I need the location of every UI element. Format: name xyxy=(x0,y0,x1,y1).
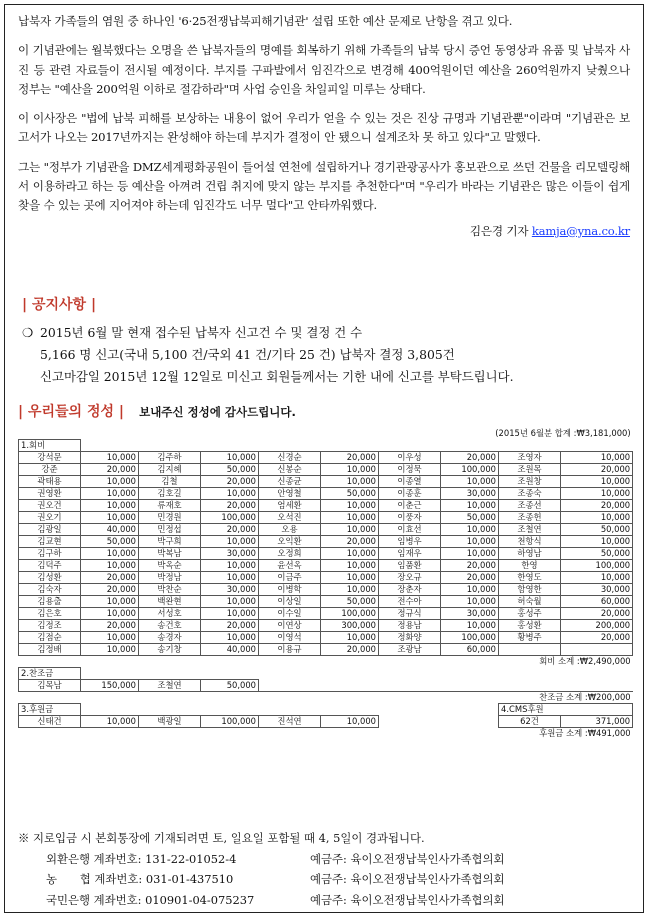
table-row xyxy=(19,452,633,464)
donor-name: 류재호 xyxy=(139,500,201,512)
donor-name: 신종균 xyxy=(259,476,321,488)
donation-amount: 100,000 xyxy=(201,512,259,524)
donation-amount: 20,000 xyxy=(81,584,139,596)
byline-email-link[interactable]: kamja@yna.co.kr xyxy=(531,223,630,238)
donation-amount: 50,000 xyxy=(321,488,379,500)
donation-amount: 10,000 xyxy=(81,644,139,656)
donor-name: 신봉순 xyxy=(259,464,321,476)
donor-name: 오석진 xyxy=(259,512,321,524)
donations-header xyxy=(18,401,296,421)
donation-amount xyxy=(561,644,633,656)
donor-name: 강석문 xyxy=(19,452,81,464)
donations-table-wrap xyxy=(18,428,632,739)
donation-amount: 10,000 xyxy=(321,584,379,596)
donation-amount: 10,000 xyxy=(321,512,379,524)
donation-amount: 20,000 xyxy=(561,632,633,644)
donor-name: 권오기 xyxy=(19,512,81,524)
donation-amount: 100,000 xyxy=(441,632,499,644)
donation-amount: 20,000 xyxy=(561,464,633,476)
donation-amount: 10,000 xyxy=(561,452,633,464)
donor-name: 조영자 xyxy=(499,452,561,464)
donor-name: 이용규 xyxy=(259,644,321,656)
donor-name: 박구희 xyxy=(139,536,201,548)
donation-amount: 10,000 xyxy=(81,632,139,644)
donor-name: 조원목 xyxy=(499,464,561,476)
donor-name: 김정배 xyxy=(19,644,81,656)
donor-name: 조종선 xyxy=(499,500,561,512)
donation-amount: 10,000 xyxy=(81,488,139,500)
table-row xyxy=(19,608,633,620)
donor-name: 권영환 xyxy=(19,488,81,500)
donation-amount: 10,000 xyxy=(441,620,499,632)
donation-amount: 100,000 xyxy=(561,560,633,572)
donor-name: 박옥순 xyxy=(139,560,201,572)
donation-amount: 20,000 xyxy=(201,476,259,488)
notice-block xyxy=(22,322,514,388)
donor-name: 신태건 xyxy=(19,716,81,728)
donor-name: 김숙자 xyxy=(19,584,81,596)
bank-account-line xyxy=(18,869,505,890)
donation-amount: 20,000 xyxy=(321,644,379,656)
donation-amount: 20,000 xyxy=(201,500,259,512)
donor-name: 안영철 xyxy=(259,488,321,500)
article xyxy=(18,12,630,241)
donor-name: 김주하 xyxy=(139,452,201,464)
donor-name: 허숙월 xyxy=(499,596,561,608)
donor-name: 민경원 xyxy=(139,512,201,524)
donation-amount: 50,000 xyxy=(201,464,259,476)
donor-name: 김은호 xyxy=(19,608,81,620)
donor-name: 이풍자 xyxy=(379,512,441,524)
donation-amount: 30,000 xyxy=(201,584,259,596)
donor-name: 조원창 xyxy=(499,476,561,488)
donor-name: 이상일 xyxy=(259,596,321,608)
donation-amount: 50,000 xyxy=(81,536,139,548)
donation-amount: 100,000 xyxy=(441,464,499,476)
donation-amount: 10,000 xyxy=(321,548,379,560)
donation-amount: 60,000 xyxy=(561,596,633,608)
donation-amount: 10,000 xyxy=(81,596,139,608)
section-label: 4.CMS후원 xyxy=(499,704,633,716)
donor-name: 김성환 xyxy=(19,572,81,584)
subtotal-label: 회비 소계 :₩2,490,000 xyxy=(539,656,631,666)
donor-name: 천항식 xyxy=(499,536,561,548)
donor-name: 장춘자 xyxy=(379,584,441,596)
donation-amount: 30,000 xyxy=(201,548,259,560)
section-label: 1.회비 xyxy=(19,440,81,452)
donation-amount: 20,000 xyxy=(81,620,139,632)
donation-amount: 100,000 xyxy=(201,716,259,728)
donations-table xyxy=(18,428,633,739)
donor-name: 박복남 xyxy=(139,548,201,560)
donation-amount: 20,000 xyxy=(441,572,499,584)
donation-amount: 10,000 xyxy=(561,476,633,488)
donation-amount: 10,000 xyxy=(441,476,499,488)
table-row xyxy=(19,512,633,524)
donor-name: 윤선옥 xyxy=(259,560,321,572)
donor-name: 정규식 xyxy=(379,608,441,620)
article-paragraph: 납북자 가족들의 염원 중 하나인 '6·25전쟁납북피해기념관' 설립 또한 예산 문제로 난항을 겪고 있다. xyxy=(18,14,513,28)
footer xyxy=(18,828,505,910)
donor-name: 오익환 xyxy=(259,536,321,548)
account-holder: 예금주: 육이오전쟁납북인사가족협의회 xyxy=(310,872,505,886)
notice-title: | 공지사항 | xyxy=(22,297,97,313)
donation-amount: 10,000 xyxy=(321,632,379,644)
donor-name: 김철 xyxy=(139,476,201,488)
donor-name: 이우성 xyxy=(379,452,441,464)
total-label: (2015년 6월분 합계 :₩3,181,000) xyxy=(495,428,631,438)
byline-author: 김은경 기자 xyxy=(469,223,529,238)
donation-amount: 10,000 xyxy=(321,464,379,476)
cms-amount: 371,000 xyxy=(561,716,633,728)
donor-name: 김호길 xyxy=(139,488,201,500)
account-holder: 예금주: 육이오전쟁납북인사가족협의회 xyxy=(310,851,505,866)
donor-name: 이정묵 xyxy=(379,464,441,476)
bank-account-number: 국민은행 계좌번호: 010901-04-075237 xyxy=(46,892,255,907)
donor-name: 김목남 xyxy=(19,680,81,692)
subtotal-label: 후원금 소계 :₩491,000 xyxy=(539,728,631,738)
donation-amount: 10,000 xyxy=(201,560,259,572)
donation-amount: 150,000 xyxy=(81,680,139,692)
section-label: 3.후원금 xyxy=(19,704,81,716)
donor-name: 홍성주 xyxy=(499,608,561,620)
donor-name: 조철연 xyxy=(499,524,561,536)
bank-account-line xyxy=(18,849,505,870)
donation-amount: 10,000 xyxy=(321,716,379,728)
circle-bullet-icon: ❍ xyxy=(22,325,34,340)
donor-name: 전수아 xyxy=(379,596,441,608)
giro-note: ※ 지로입금 시 본회통장에 기재되려면 토, 일요일 포함될 때 4, 5일이 경과됩니다. xyxy=(18,831,425,845)
donation-amount: 20,000 xyxy=(81,572,139,584)
donor-name: 정용남 xyxy=(379,620,441,632)
donation-amount: 50,000 xyxy=(561,548,633,560)
donations-title: | 우리들의 정성 | xyxy=(18,404,124,420)
bank-account-number: 외환은행 계좌번호: 131-22-01052-4 xyxy=(46,851,237,866)
donation-amount: 10,000 xyxy=(201,536,259,548)
article-paragraph: 이 이사장은 "법에 납북 피해를 보상하는 내용이 없어 우리가 얻을 수 있는 것은 진상 규명과 기념관뿐"이라며 "기념관은 보고서가 나오는 2017년까지는 완성해야 하는데 부지가 결정이 안 됐으니 설계조차 못 하고 있다"고 말했다. xyxy=(18,111,630,145)
donation-amount: 30,000 xyxy=(441,488,499,500)
donation-amount: 10,000 xyxy=(561,572,633,584)
donor-name: 박정남 xyxy=(139,572,201,584)
table-row xyxy=(19,644,633,656)
table-row xyxy=(19,488,633,500)
donor-name: 신경순 xyxy=(259,452,321,464)
donation-amount: 30,000 xyxy=(441,608,499,620)
donor-name: 이금주 xyxy=(259,572,321,584)
donation-amount: 30,000 xyxy=(561,584,633,596)
donation-amount: 40,000 xyxy=(201,644,259,656)
donation-amount: 60,000 xyxy=(441,644,499,656)
table-row xyxy=(19,524,633,536)
donation-amount: 20,000 xyxy=(321,536,379,548)
donor-name: 김덕주 xyxy=(19,560,81,572)
table-row xyxy=(19,572,633,584)
donor-name: 조철연 xyxy=(139,680,201,692)
donation-amount: 10,000 xyxy=(441,596,499,608)
donor-name: 임재우 xyxy=(379,548,441,560)
donor-name: 정화양 xyxy=(379,632,441,644)
donation-amount: 10,000 xyxy=(561,512,633,524)
donation-amount: 10,000 xyxy=(81,716,139,728)
donor-name xyxy=(499,644,561,656)
donor-name: 조종숙 xyxy=(499,488,561,500)
donation-amount: 10,000 xyxy=(321,476,379,488)
donor-name: 송기창 xyxy=(139,644,201,656)
donation-amount: 20,000 xyxy=(201,620,259,632)
donor-name: 권오건 xyxy=(19,500,81,512)
donor-name: 이종훈 xyxy=(379,488,441,500)
donation-amount: 40,000 xyxy=(81,524,139,536)
donor-name: 한영도 xyxy=(499,572,561,584)
donor-name: 김교현 xyxy=(19,536,81,548)
donor-name: 이춘근 xyxy=(379,500,441,512)
donor-name: 오용 xyxy=(259,524,321,536)
table-row xyxy=(19,584,633,596)
donor-name: 엄세환 xyxy=(259,500,321,512)
subtotal-label: 찬조금 소계 :₩200,000 xyxy=(19,692,633,704)
donor-name: 이수일 xyxy=(259,608,321,620)
donor-name: 조종헌 xyxy=(499,512,561,524)
table-row xyxy=(19,632,633,644)
donation-amount: 10,000 xyxy=(201,596,259,608)
donor-name: 김정조 xyxy=(19,620,81,632)
byline xyxy=(18,222,630,241)
donation-amount: 10,000 xyxy=(81,476,139,488)
donor-name: 이연상 xyxy=(259,620,321,632)
donation-amount: 10,000 xyxy=(321,524,379,536)
donation-amount: 20,000 xyxy=(441,560,499,572)
donor-name: 백완현 xyxy=(139,596,201,608)
table-row xyxy=(19,620,633,632)
donation-amount: 20,000 xyxy=(81,464,139,476)
notice-line: 신고마감일 2015년 12월 12일로 미신고 회원들께서는 기한 내에 신고를 부탁드립니다. xyxy=(40,369,514,384)
donation-amount: 20,000 xyxy=(561,608,633,620)
donation-amount: 20,000 xyxy=(561,500,633,512)
notice-line: 5,166 명 신고(국내 5,100 건/국외 41 건/기타 25 건) 납북자 결정 3,805건 xyxy=(40,347,455,362)
donor-name: 이병학 xyxy=(259,584,321,596)
donor-name: 장오규 xyxy=(379,572,441,584)
donor-name: 오정희 xyxy=(259,548,321,560)
donation-amount: 20,000 xyxy=(201,524,259,536)
donor-name: 임품환 xyxy=(379,560,441,572)
account-holder: 예금주: 육이오전쟁납북인사가족협의회 xyxy=(310,892,505,907)
donation-amount: 20,000 xyxy=(321,452,379,464)
donation-amount: 10,000 xyxy=(201,488,259,500)
donor-name: 조광남 xyxy=(379,644,441,656)
donation-amount: 10,000 xyxy=(81,608,139,620)
donor-name: 김용출 xyxy=(19,596,81,608)
donor-name: 민정섭 xyxy=(139,524,201,536)
table-row xyxy=(19,464,633,476)
donation-amount: 50,000 xyxy=(201,680,259,692)
donation-amount: 50,000 xyxy=(561,524,633,536)
table-row xyxy=(19,476,633,488)
donation-amount: 10,000 xyxy=(441,548,499,560)
donor-name: 박찬순 xyxy=(139,584,201,596)
donation-amount: 10,000 xyxy=(201,572,259,584)
donation-amount: 10,000 xyxy=(201,608,259,620)
cms-count: 62건 xyxy=(499,716,561,728)
donation-amount: 10,000 xyxy=(321,560,379,572)
donation-amount: 10,000 xyxy=(441,524,499,536)
notice-line: 2015년 6월 말 현재 접수된 납북자 신고건 수 및 결정 건 수 xyxy=(40,325,363,340)
donor-name: 송경자 xyxy=(139,632,201,644)
donor-name: 이영석 xyxy=(259,632,321,644)
donation-amount: 10,000 xyxy=(561,536,633,548)
donation-amount: 10,000 xyxy=(561,488,633,500)
donation-amount: 10,000 xyxy=(81,500,139,512)
donation-amount: 100,000 xyxy=(321,608,379,620)
donor-name: 송건호 xyxy=(139,620,201,632)
table-row xyxy=(19,536,633,548)
donor-name: 진석연 xyxy=(259,716,321,728)
donation-amount: 200,000 xyxy=(561,620,633,632)
table-row xyxy=(19,500,633,512)
donor-name: 곽태용 xyxy=(19,476,81,488)
donor-name: 황병주 xyxy=(499,632,561,644)
table-row xyxy=(19,548,633,560)
donor-name: 강준 xyxy=(19,464,81,476)
donation-amount: 10,000 xyxy=(321,572,379,584)
donor-name: 백광일 xyxy=(139,716,201,728)
donations-subtitle: 보내주신 정성에 감사드립니다. xyxy=(139,405,296,419)
donor-name: 하영남 xyxy=(499,548,561,560)
table-row xyxy=(19,560,633,572)
article-paragraph: 그는 "정부가 기념관을 DMZ세계평화공원이 들어설 연천에 설립하거나 경기관광공사가 홍보관으로 쓰던 건물을 리모델링해서 이용하라고 하는 등 예산을 아껴려 건립 취지에 맞지 않는 부지를 추천한다"며 "우리가 바라는 기념관은 많은 이들이 쉽게 찾을 수 있는 곳에 지어져야 하는데 임진각도 너무 멀다"고 안타까워했다. xyxy=(18,159,630,213)
donation-amount: 300,000 xyxy=(321,620,379,632)
donor-name: 김점순 xyxy=(19,632,81,644)
donation-amount: 10,000 xyxy=(441,500,499,512)
donor-name: 홍성환 xyxy=(499,620,561,632)
article-paragraph: 이 기념관에는 월북했다는 오명을 쓴 납북자들의 명예를 회복하기 위해 가족들의 납북 당시 증언 동영상과 유품 및 납북자 사진 등 관련 자료들이 전시될 예정이다. 부지를 구파발에서 임진각으로 변경해 400억원이던 예산을 260억원까지 낮췄으나 정부는 "예산을 200억원 이하로 절감하라"며 사업 승인을 차일피일 미루는 상태다. xyxy=(18,43,630,96)
donation-amount: 10,000 xyxy=(81,512,139,524)
donation-amount: 10,000 xyxy=(81,560,139,572)
donation-amount: 10,000 xyxy=(81,548,139,560)
donation-amount: 50,000 xyxy=(321,596,379,608)
donor-name: 김지혜 xyxy=(139,464,201,476)
donor-name: 임병우 xyxy=(379,536,441,548)
section-label: 2.찬조금 xyxy=(19,668,81,680)
donation-amount: 10,000 xyxy=(81,452,139,464)
donor-name: 김구하 xyxy=(19,548,81,560)
donor-name: 김광일 xyxy=(19,524,81,536)
donation-amount: 10,000 xyxy=(441,536,499,548)
donor-name: 서성호 xyxy=(139,608,201,620)
bank-account-number: 농 협 계좌번호: 031-01-437510 xyxy=(46,872,234,886)
donation-amount: 20,000 xyxy=(441,452,499,464)
donation-amount: 10,000 xyxy=(441,584,499,596)
donor-name: 함영한 xyxy=(499,584,561,596)
donor-name: 이종열 xyxy=(379,476,441,488)
donation-amount: 10,000 xyxy=(201,452,259,464)
table-row xyxy=(19,596,633,608)
donor-name: 한영 xyxy=(499,560,561,572)
donor-name: 이효선 xyxy=(379,524,441,536)
donation-amount: 10,000 xyxy=(321,500,379,512)
donation-amount: 50,000 xyxy=(441,512,499,524)
donation-amount: 10,000 xyxy=(201,632,259,644)
bank-account-line xyxy=(18,890,505,911)
